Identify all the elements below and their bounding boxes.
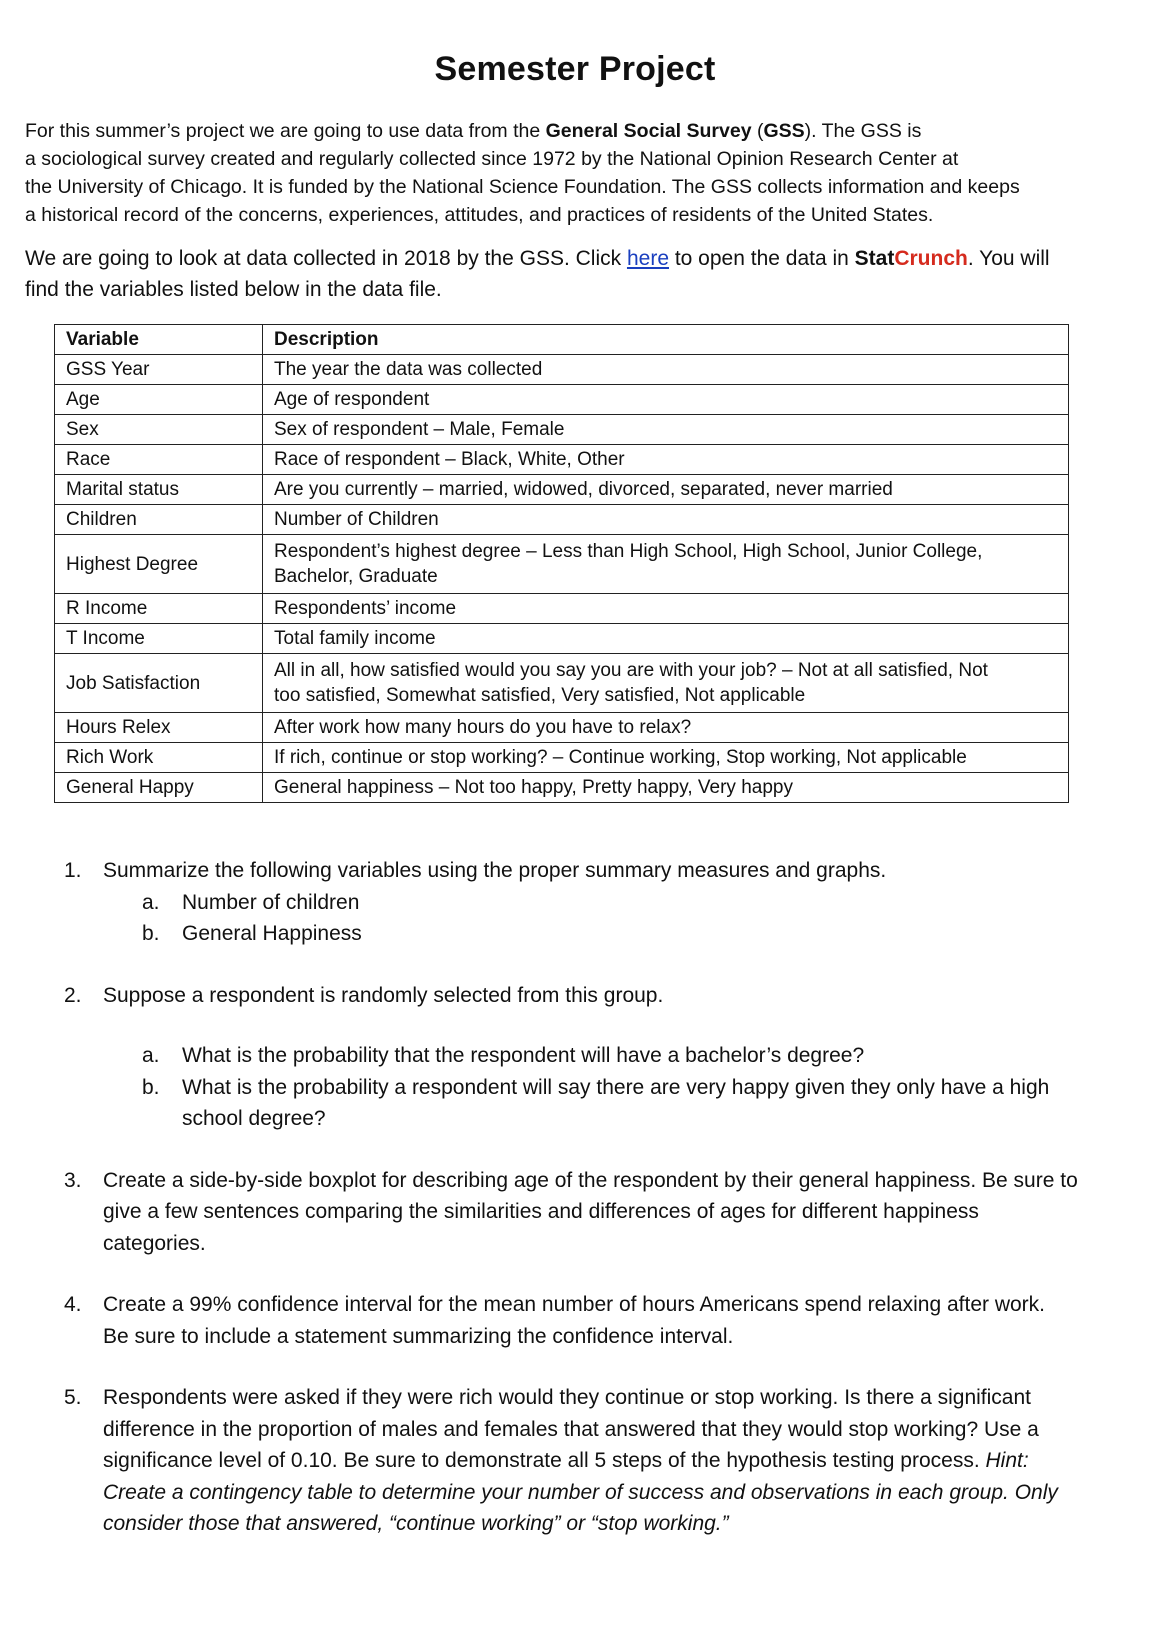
sub-text: Number of children [182, 890, 360, 914]
table-row [55, 385, 1069, 415]
description-cell: The year the data was collected [263, 355, 1069, 385]
sub-letter: a. [142, 890, 160, 914]
intro-line-1: For this summer’s project we are going to use data from the General Social Survey (GSS). The GSS is [25, 120, 922, 142]
question-text: Suppose a respondent is randomly selected from this group. [103, 983, 664, 1007]
page-title: Semester Project [434, 50, 716, 88]
intro-line-3: the University of Chicago. It is funded by the National Science Foundation. The GSS collects information and keeps [25, 176, 1020, 198]
variables-table [54, 324, 1069, 803]
variable-cell: Hours Relex [55, 713, 263, 743]
variable-cell: Job Satisfaction [55, 654, 263, 713]
variable-cell: R Income [55, 594, 263, 624]
hint-label: Hint: [985, 1449, 1029, 1472]
question-text-line-3: significance level of 0.10. Be sure to demonstrate all 5 steps of the hypothesis testing process. Hint: [103, 1449, 1029, 1472]
description-cell: Age of respondent [263, 385, 1069, 415]
table-row [55, 594, 1069, 624]
question-text-line-2: Be sure to include a statement summarizing the confidence interval. [103, 1324, 734, 1348]
table-row [55, 713, 1069, 743]
sub-letter: b. [142, 1075, 160, 1099]
variable-cell: Sex [55, 415, 263, 445]
sub-letter: a. [142, 1044, 160, 1067]
description-cell: Are you currently – married, widowed, divorced, separated, never married [263, 475, 1069, 505]
header-description: Description [263, 325, 1069, 355]
table-row [55, 773, 1069, 803]
data-paragraph-line-1: We are going to look at data collected in 2018 by the GSS. Click here to open the data in StatCrunch. You will [25, 247, 1050, 270]
header-variable: Variable [55, 325, 263, 355]
variable-cell: Highest Degree [55, 535, 263, 594]
question-4 [60, 1289, 1140, 1352]
variable-cell: GSS Year [55, 355, 263, 385]
description-cell: Respondents’ income [263, 594, 1069, 624]
table-row [55, 535, 1069, 594]
question-text-line-3: categories. [103, 1231, 206, 1255]
table-row [55, 415, 1069, 445]
question-text-line-2: give a few sentences comparing the similarities and differences of ages for different happiness [103, 1200, 979, 1223]
question-1a [60, 887, 1140, 919]
data-link[interactable]: here [626, 247, 669, 270]
description-cell: Number of Children [263, 505, 1069, 535]
question-2a [60, 1040, 1140, 1072]
question-text-line-1: Create a side-by-side boxplot for describing age of the respondent by their general happiness. Be sure to [103, 1168, 1078, 1192]
table-row [55, 743, 1069, 773]
description-cell: Total family income [263, 624, 1069, 654]
question-text: Summarize the following variables using the proper summary measures and graphs. [103, 859, 887, 882]
question-number: 4. [64, 1293, 82, 1316]
intro-line-2: a sociological survey created and regularly collected since 1972 by the National Opinion Research Center at [25, 148, 959, 170]
intro-paragraph [25, 117, 1145, 229]
question-number: 2. [64, 983, 82, 1007]
question-5 [60, 1382, 1140, 1540]
table-row [55, 355, 1069, 385]
description-cell: Respondent’s highest degree – Less than High School, High School, Junior College, Bachelor, Graduate [263, 535, 1069, 594]
description-cell: General happiness – Not too happy, Pretty happy, Very happy [263, 773, 1069, 803]
question-number: 1. [64, 859, 82, 882]
description-cell: Race of respondent – Black, White, Other [263, 445, 1069, 475]
question-1b [60, 918, 1140, 950]
question-list [60, 855, 1140, 1540]
variable-cell: Children [55, 505, 263, 535]
table-row [55, 475, 1069, 505]
table-row [55, 505, 1069, 535]
statcrunch-crunch: Crunch [894, 247, 968, 270]
variable-cell: General Happy [55, 773, 263, 803]
sub-text: What is the probability that the respondent will have a bachelor’s degree? [182, 1044, 865, 1067]
description-cell: If rich, continue or stop working? – Continue working, Stop working, Not applicable [263, 743, 1069, 773]
description-cell: After work how many hours do you have to relax? [263, 713, 1069, 743]
table-row [55, 624, 1069, 654]
question-number: 3. [64, 1168, 82, 1192]
variable-cell: T Income [55, 624, 263, 654]
question-1 [60, 855, 1140, 887]
description-cell: Sex of respondent – Male, Female [263, 415, 1069, 445]
statcrunch-stat: Stat [854, 247, 895, 270]
hint-text-line-2: consider those that answered, “continue working” or “stop working.” [103, 1512, 729, 1535]
question-text-line-1: Create a 99% confidence interval for the mean number of hours Americans spend relaxing after work. [103, 1293, 1045, 1316]
hint-text-line-1: Create a contingency table to determine your number of success and observations in each group. Only [103, 1480, 1058, 1504]
question-number: 5. [64, 1386, 82, 1409]
sub-text-line-1: What is the probability a respondent will say there are very happy given they only have a high [182, 1075, 1050, 1099]
sub-letter: b. [142, 922, 160, 945]
table-row [55, 654, 1069, 713]
sub-text-line-2: school degree? [182, 1107, 326, 1130]
question-2b [60, 1072, 1140, 1135]
variable-cell: Race [55, 445, 263, 475]
sub-text: General Happiness [182, 922, 362, 945]
description-cell: All in all, how satisfied would you say you are with your job? – Not at all satisfied, Not too satisfied, Somewhat satisfied, Very satisfied, Not applicable [263, 654, 1069, 713]
data-paragraph-line-2: find the variables listed below in the data file. [25, 278, 442, 301]
question-2 [60, 980, 1140, 1012]
intro-line-4: a historical record of the concerns, experiences, attitudes, and practices of residents of the United States. [25, 204, 934, 226]
question-3 [60, 1165, 1140, 1260]
question-text-line-1: Respondents were asked if they were rich would they continue or stop working. Is there a significant [103, 1386, 1031, 1409]
table-header-row [55, 325, 1069, 355]
table-row [55, 445, 1069, 475]
variable-cell: Marital status [55, 475, 263, 505]
variable-cell: Age [55, 385, 263, 415]
data-paragraph [25, 243, 1145, 305]
variable-cell: Rich Work [55, 743, 263, 773]
question-text-line-2: difference in the proportion of males and females that answered that they would stop working? Use a [103, 1417, 1039, 1441]
